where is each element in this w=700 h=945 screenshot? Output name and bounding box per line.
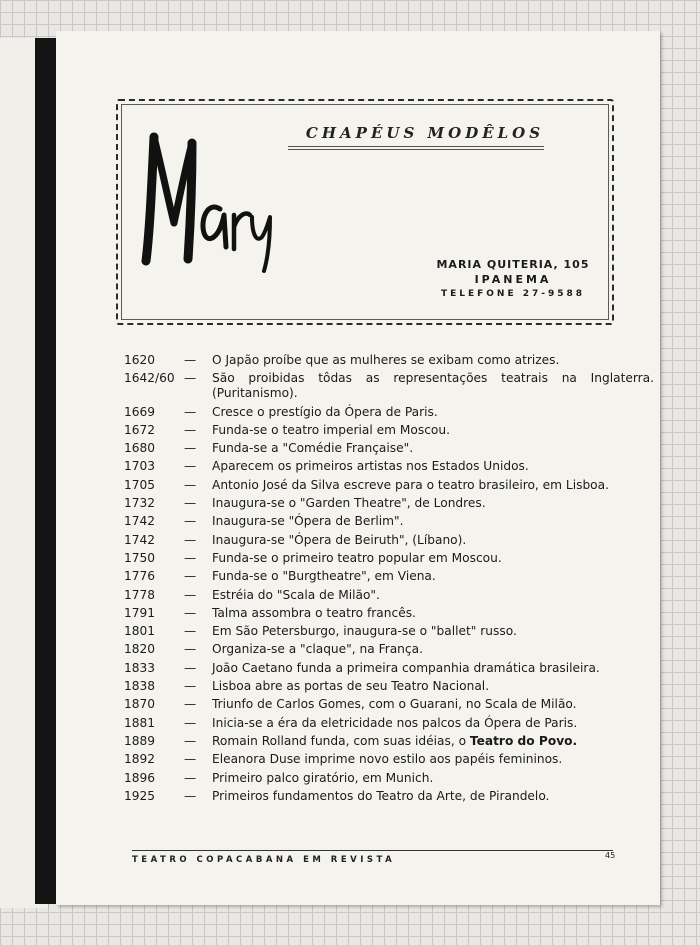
timeline-row [124, 569, 654, 584]
timeline-dash: — [184, 697, 197, 712]
timeline-row [124, 496, 654, 511]
timeline-event-text: Organiza-se a "claque", na França. [212, 642, 423, 657]
timeline-event [212, 606, 654, 621]
timeline-event [212, 533, 654, 548]
timeline-year: 1801 [124, 624, 156, 639]
timeline-event-text: Antonio José da Silva escreve para o teatro brasileiro, em Lisboa. [212, 477, 609, 492]
timeline-row [124, 405, 654, 420]
timeline-event [212, 679, 654, 694]
timeline-event [212, 371, 654, 401]
timeline-row [124, 716, 654, 731]
timeline-row [124, 624, 654, 639]
address-street: MARIA QUITERIA, 105 [436, 258, 590, 271]
timeline-year: 1642/60 [124, 371, 175, 386]
timeline-row [124, 441, 654, 456]
timeline-event [212, 353, 654, 368]
timeline-event-text: Estréia do "Scala de Milão". [212, 587, 380, 602]
timeline-dash: — [184, 733, 197, 748]
timeline-row [124, 771, 654, 786]
timeline-event [212, 441, 654, 456]
timeline-year: 1750 [124, 550, 156, 565]
timeline-dash: — [184, 353, 197, 367]
timeline-event-text: Talma assombra o teatro francês. [212, 605, 416, 620]
timeline-event-text: Em São Petersburgo, inaugura-se o "ballet" russo. [212, 624, 517, 639]
timeline-event-text: Inaugura-se "Ópera de Berlim". [212, 514, 404, 529]
timeline-year: 1881 [124, 715, 156, 730]
timeline-row [124, 697, 654, 712]
timeline-event [212, 551, 654, 566]
timeline-event-text: Primeiro palco giratório, em Munich. [212, 770, 434, 785]
timeline-event [212, 514, 654, 529]
timeline-row [124, 423, 654, 438]
timeline-dash: — [184, 642, 197, 657]
timeline-dash: — [184, 532, 197, 547]
timeline-row [124, 551, 654, 566]
timeline-year: 1672 [124, 422, 156, 437]
timeline-dash: — [184, 496, 197, 511]
timeline-row [124, 514, 654, 529]
timeline-year: 1703 [124, 459, 156, 474]
timeline-event [212, 588, 654, 603]
timeline-year: 1620 [124, 353, 156, 367]
timeline-year: 1820 [124, 642, 156, 657]
address-phone: TELEFONE 27-9588 [440, 289, 586, 299]
timeline-event-text: Funda-se o "Burgtheatre", em Viena. [212, 569, 436, 584]
timeline-event-text: Aparecem os primeiros artistas nos Estados Unidos. [212, 459, 529, 474]
timeline-event-text: Funda-se a "Comédie Française". [212, 441, 414, 456]
footer-title: TEATRO COPACABANA EM REVISTA [132, 855, 396, 865]
theater-history-timeline [124, 353, 654, 807]
timeline-row [124, 752, 654, 767]
timeline-row [124, 734, 654, 749]
timeline-dash: — [184, 422, 197, 437]
timeline-dash: — [184, 660, 197, 675]
timeline-event [212, 459, 654, 474]
timeline-event-text: Romain Rolland funda, com suas idéias, o [212, 733, 470, 748]
timeline-dash: — [184, 715, 197, 730]
timeline-event [212, 661, 654, 676]
timeline-event [212, 642, 654, 657]
timeline-year: 1896 [124, 770, 156, 785]
timeline-dash: — [184, 624, 197, 639]
timeline-year: 1925 [124, 788, 156, 803]
timeline-event-emphasis: Teatro do Povo. [469, 733, 578, 748]
timeline-dash: — [184, 679, 197, 694]
timeline-event-text: João Caetano funda a primeira companhia dramática brasileira. [212, 660, 600, 675]
timeline-year: 1680 [124, 441, 156, 456]
tagline: CHAPÉUS MODÊLOS [305, 124, 545, 142]
timeline-event [212, 734, 654, 749]
timeline-dash: — [184, 605, 197, 620]
tagline-rule-bottom [288, 149, 544, 150]
timeline-dash: — [184, 441, 197, 456]
timeline-dash: — [184, 788, 197, 803]
timeline-year: 1791 [124, 605, 156, 620]
timeline-row [124, 642, 654, 657]
timeline-row [124, 606, 654, 621]
timeline-row [124, 478, 654, 493]
timeline-event-text: Inicia-se a éra da eletricidade nos palcos da Ópera de Paris. [212, 715, 578, 730]
timeline-row [124, 789, 654, 804]
timeline-event [212, 752, 654, 767]
timeline-year: 1742 [124, 514, 156, 529]
timeline-dash: — [184, 550, 197, 565]
timeline-year: 1705 [124, 477, 156, 492]
timeline-year: 1833 [124, 660, 156, 675]
timeline-year: 1669 [124, 404, 156, 419]
timeline-dash: — [184, 752, 197, 767]
timeline-year: 1742 [124, 532, 156, 547]
timeline-event-text: Funda-se o teatro imperial em Moscou. [212, 422, 450, 437]
timeline-row [124, 459, 654, 474]
magazine-page [56, 31, 660, 905]
timeline-event-text: Lisboa abre as portas de seu Teatro Nacional. [212, 679, 490, 694]
timeline-dash: — [184, 404, 197, 419]
timeline-row [124, 679, 654, 694]
address-district: IPANEMA [474, 273, 552, 286]
timeline-year: 1778 [124, 587, 156, 602]
timeline-row [124, 533, 654, 548]
timeline-event-text: Eleanora Duse imprime novo estilo aos papéis femininos. [212, 752, 563, 767]
timeline-event-text: São proibidas tôdas as representações teatrais na Inglaterra. (Puritanismo). [212, 371, 654, 401]
timeline-event-text: Cresce o prestígio da Ópera de Paris. [212, 404, 438, 419]
timeline-event-text: Triunfo de Carlos Gomes, com o Guarani, no Scala de Milão. [212, 697, 577, 712]
advertisement-box [116, 99, 614, 325]
timeline-event [212, 423, 654, 438]
timeline-event [212, 716, 654, 731]
timeline-event [212, 697, 654, 712]
timeline-event-text: Primeiros fundamentos do Teatro da Arte, de Pirandelo. [212, 788, 550, 803]
timeline-dash: — [184, 770, 197, 785]
timeline-event-text: Inaugura-se "Ópera de Beiruth", (Líbano). [212, 532, 467, 547]
page-number: 45 [605, 851, 616, 860]
timeline-event [212, 771, 654, 786]
timeline-year: 1870 [124, 697, 156, 712]
timeline-year: 1776 [124, 569, 156, 584]
timeline-row [124, 661, 654, 676]
timeline-year: 1732 [124, 496, 156, 511]
tagline-rule-top [288, 146, 544, 147]
timeline-event [212, 405, 654, 420]
timeline-dash: — [184, 459, 197, 474]
timeline-event-text: O Japão proíbe que as mulheres se exibam como atrizes. [212, 353, 560, 367]
timeline-year: 1889 [124, 733, 156, 748]
timeline-row [124, 371, 654, 401]
timeline-year: 1892 [124, 752, 156, 767]
timeline-event [212, 496, 654, 511]
timeline-event-text: Funda-se o primeiro teatro popular em Moscou. [212, 550, 502, 565]
timeline-row [124, 353, 654, 368]
timeline-year: 1838 [124, 679, 156, 694]
mary-logo-icon [138, 119, 278, 279]
timeline-dash: — [184, 477, 197, 492]
timeline-event [212, 789, 654, 804]
timeline-dash: — [184, 569, 197, 584]
timeline-event [212, 624, 654, 639]
timeline-dash: — [184, 587, 197, 602]
timeline-event-text: Inaugura-se o "Garden Theatre", de Londres. [212, 496, 486, 511]
timeline-event [212, 478, 654, 493]
timeline-row [124, 588, 654, 603]
timeline-event [212, 569, 654, 584]
timeline-dash: — [184, 371, 197, 386]
timeline-dash: — [184, 514, 197, 529]
footer-rule [132, 850, 613, 851]
